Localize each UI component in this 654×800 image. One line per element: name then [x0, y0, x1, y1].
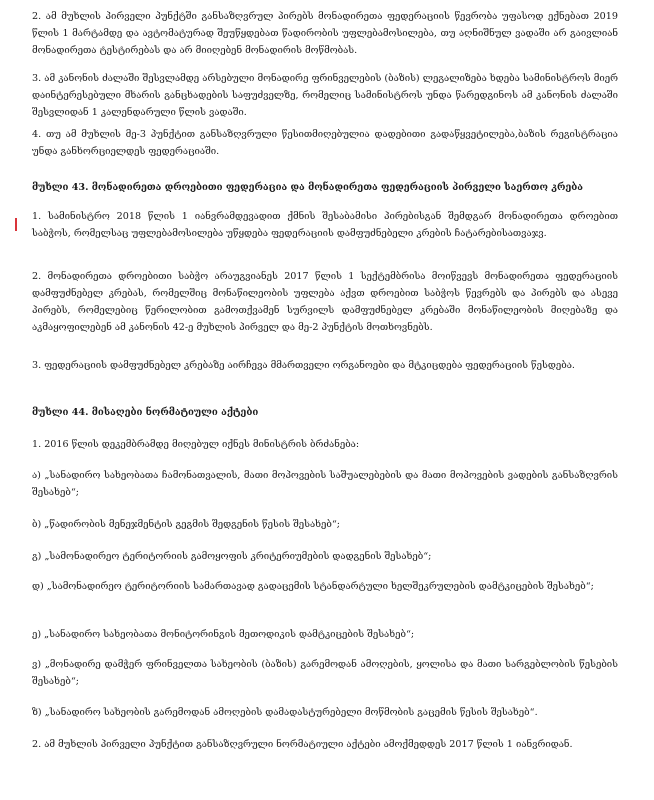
list-item-g: გ) „სამონადირეო ტერიტორიის გამოყოფის კრიტერიუმების დადგენის შესახებ“; [32, 551, 432, 562]
paragraph-art42-2: 2. ამ მუხლის პირველი პუნქტში განსაზღვრულ პირებს მონადირეთა ფედერაციის წევრობა უფასოდ ექნებათ 2019 წლის 1 მარტამდე და ავტომატურად შეუწყდებათ წადირობის უფლებამოსილება, თუ აღნიშნულ ვადაში არ გაივლიან მონადირეთა ტესტირებას და არ მიიღებენ მონადირის მოწმობას. [32, 11, 618, 56]
heading-article-43: მუხლი 43. მონადირეთა დროებითი ფედერაცია და მონადირეთა ფედერაციის პირველი საერთო კრება [32, 182, 583, 193]
list-item-a: ა) „სანადირო სახეობათა ჩამონათვალის, მათი მოპოვების საშუალებების და მათი მოპოვების ვადების განსაზღვრის შესახებ“; [32, 470, 618, 498]
list-item-d: დ) „სამონადირეო ტერიტორიის სამართავად გადაცემის სტანდარტული ხელშეკრულების დამტკიცების შესახებ“; [32, 581, 594, 592]
heading-article-44: მუხლი 44. მისაღები ნორმატიული აქტები [32, 407, 259, 418]
text-cursor [15, 218, 17, 231]
list-item-v: ვ) „მონადირე დამჭერ ფრინველთა სახეობის (ბაზის) გარემოდან ამოღების, ყოლისა და მათი სარგებლობის წესების შესახებ“; [32, 659, 618, 687]
paragraph-art43-3: 3. ფედერაციის დამფუძნებელ კრებაზე აირჩევა მმართველი ორგანოები და მტკიცდება ფედერაციის წესდება. [32, 360, 575, 371]
paragraph-art42-3: 3. ამ კანონის ძალაში შესვლამდე არსებული მონადირე ფრინველების (ბაზის) ლეგალიზება ხდება სამინისტროს მიერ დაინტერესებული მხარის განცხადების საფუძველზე, რომელიც სამინისტროს უნდა წარედგინოს ამ კანონის ძალაში შესვლიდან 1 კალენდარული წლის ვადაში. [32, 73, 618, 118]
list-item-z: ზ) „სანადირო სახეობის გარემოდან ამოღების დამადასტურებელი მოწმობის გაცემის წესის შესახებ“. [32, 707, 538, 718]
list-item-e: ე) „სანადირო სახეობათა მონიტორინგის მეთოდიკის დამტკიცების შესახებ“; [32, 629, 415, 640]
paragraph-art42-4: 4. თუ ამ მუხლის მე-3 პუნქტით განსაზღვრული წესითმიღებულია დადებითი გადაწყვეტილება,ბაზის რეგისტრაცია უნდა განხორციელდეს ფედერაციაში. [32, 129, 618, 157]
paragraph-art44-2: 2. ამ მუხლის პირველი პუნქტით განსაზღვრული ნორმატიული აქტები ამოქმედდეს 2017 წლის 1 იანვრიდან. [32, 739, 573, 750]
paragraph-art43-1: 1. სამინისტრო 2018 წლის 1 იანვრამდევადით ქმნის შესაბამისი პირებისგან შემდგარ მონადირეთა დროებით საბჭოს, რომელსაც უფლებამოსილება უწყდება ფედერაციის დამფუძნებელი კრების ჩატარებისათვაჯვ. [32, 211, 618, 239]
list-item-b: ბ) „წადირობის მენეჯმენტის გეგმის შედგენის წესის შესახებ“; [32, 519, 341, 530]
paragraph-art44-1: 1. 2016 წლის დეკემბრამდე მიღებულ იქნეს მინისტრის ბრძანება: [32, 439, 360, 450]
paragraph-art43-2: 2. მონადირეთა დროებითი საბჭო არაუგვიანეს 2017 წლის 1 სექტემბრისა მოიწვევს მონადირეთა ფედერაციის დამფუძნებელ კრებას, რომელშიც მონაწილეობის უფლება აქვთ დროებით საბჭოს წევრებს და პირებს და ასევე პირებს, რომელებიც წერილობით გამოთქვამენ სურვილს დამფუძნებელ კრებაში მონაწილეობის მიღებაზე და აკმაყოფილებენ ამ კანონის 42-ე მუხლის პირველ და მე-2 პუნქტის მოთხოვნებს. [32, 271, 618, 333]
